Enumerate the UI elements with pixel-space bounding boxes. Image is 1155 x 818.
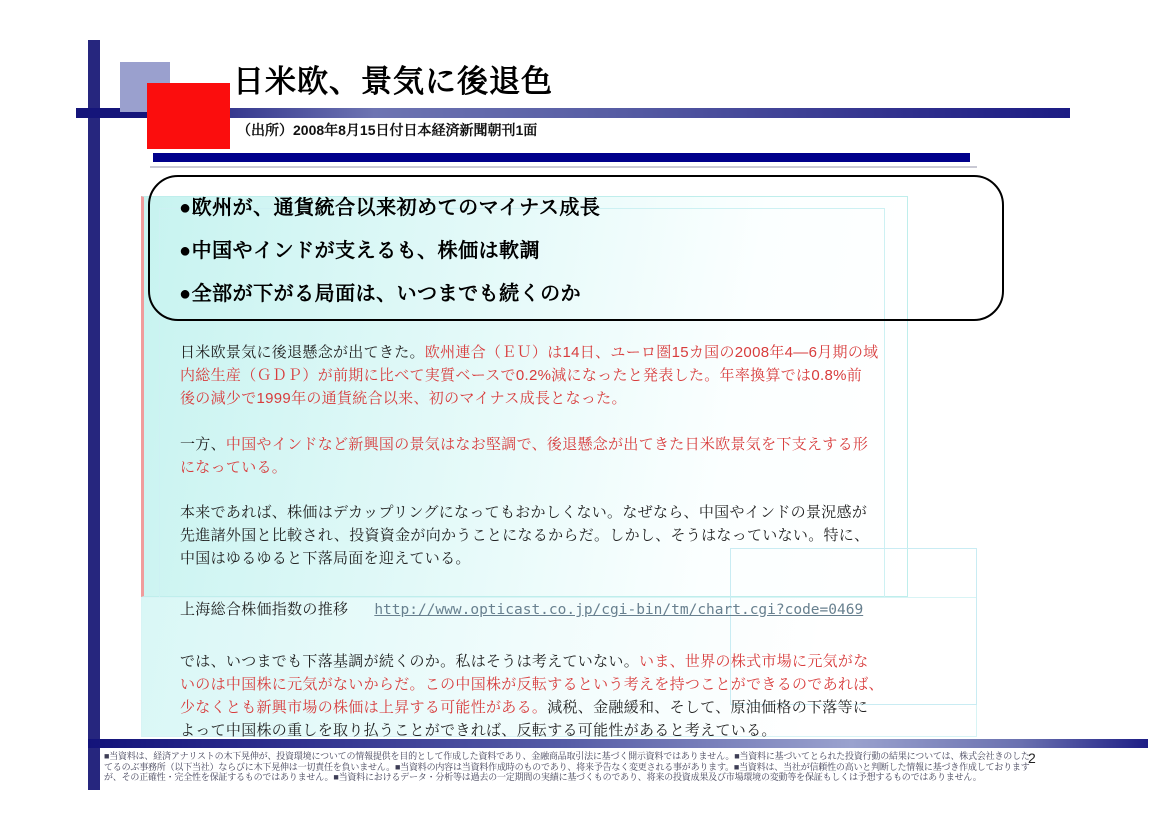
text-segment-red: になっている。 xyxy=(180,459,288,476)
text-segment-black: 先進諸外国と比較され、投資資金が向かうことになるからだ。しかし、そうはなっていない。特に、 xyxy=(180,527,870,544)
text-segment-black: では、いつまでも下落基調が続くのか。私はそうは考えていない。 xyxy=(180,653,640,670)
text-segment-black: 中国はゆるゆると下落局面を迎えている。 xyxy=(180,550,471,567)
text-line xyxy=(180,433,868,456)
footer-divider-bar xyxy=(88,739,1148,748)
text-line xyxy=(180,341,878,364)
page-title: 日米欧、景気に後退色 xyxy=(233,64,553,99)
source-underline-shadow xyxy=(150,166,977,168)
footer-line: ■当資料は、経済アナリストの木下晃伸が、投資環境についての情報提供を目的として作成した資料であり、金融商品取引法に基づく開示資料ではありません。■当資料に基づいてとられた投資行動の結果については、株式会社きのした xyxy=(104,751,1030,761)
paragraph xyxy=(180,650,884,742)
text-line xyxy=(180,364,878,387)
text-line xyxy=(180,547,869,570)
source-underline-bar xyxy=(153,153,970,162)
red-accent-square xyxy=(147,83,230,149)
text-segment-red: いのは中国株に元気がないからだ。この中国株が反転するという考えを持つことができるのであれば、 xyxy=(180,676,884,693)
bullet-list xyxy=(179,197,600,305)
text-line xyxy=(180,501,869,524)
footer-disclaimer xyxy=(104,751,1030,783)
chart-link-line xyxy=(180,598,863,621)
text-segment-red: 少なくとも新興市場の株価は上昇する可能性がある。 xyxy=(180,699,548,716)
text-segment-red: いま、世界の株式市場に元気がな xyxy=(639,653,869,670)
text-segment-red: 後の減少で1999年の通貨統合以来、初のマイナス成長となった。 xyxy=(180,390,627,407)
chart-link-label: 上海総合株価指数の推移 xyxy=(180,601,349,618)
text-segment-black: 本来であれば、株価はデカップリングになってもおかしくない。なぜなら、中国やインドの景況感が xyxy=(180,504,868,521)
text-segment-black: 一方、 xyxy=(180,436,226,453)
bullet-item: ●欧州が、通貨統合以来初めてのマイナス成長 xyxy=(179,197,601,219)
footer-line: てるのぶ事務所（以下当社）ならびに木下晃伸は一切責任を負いません。■当資料の内容は当資料作成時のものであり、将来予告なく変更される事があります。■当資料は、当社が信頼性の高いと判断した情報に基づき作成しております xyxy=(104,761,1030,772)
text-segment-red: 欧州連合（ＥＵ）は14日、ユーロ圏15カ国の2008年4―6月期の域 xyxy=(424,344,879,361)
text-segment-black: 日米欧景気に後退懸念が出てきた。 xyxy=(180,344,425,361)
paragraph xyxy=(180,433,868,479)
bullet-item: ●全部が下がる局面は、いつまでも続くのか xyxy=(179,283,582,305)
text-segment-black: 減税、金融緩和、そして、原油価格の下落等に xyxy=(547,699,869,716)
text-line xyxy=(180,456,868,479)
text-segment-red: 内総生産（ＧＤＰ）が前期に比べて実質ベースで0.2%減になったと発表した。年率換算では0.8%前 xyxy=(180,367,863,384)
text-line xyxy=(180,673,884,696)
text-line xyxy=(180,650,884,673)
source-line: （出所）2008年8月15日付日本経済新聞朝刊1面 xyxy=(237,122,538,138)
footer-line: が、その正確性・完全性を保証するものではありません。■当資料におけるデータ・分析等は過去の一定期間の実績に基づくものであり、将来の投資成果及び市場環境の変動等を保証もしくは予想するものではありません。 xyxy=(104,772,982,782)
paragraph xyxy=(180,501,869,570)
left-accent-bar xyxy=(88,40,100,790)
text-line xyxy=(180,696,884,719)
text-segment-black: よって中国株の重しを取り払うことができれば、反転する可能性があると考えている。 xyxy=(180,722,777,739)
chart-link[interactable]: http://www.opticast.co.jp/cgi-bin/tm/chart.cgi?code=0469 xyxy=(374,602,864,618)
page-number: 2 xyxy=(1028,750,1036,766)
bullet-item: ●中国やインドが支えるも、株価は軟調 xyxy=(179,240,541,262)
paragraph xyxy=(180,341,878,410)
text-line xyxy=(180,524,869,547)
text-line xyxy=(180,387,878,410)
text-segment-red: 中国やインドなど新興国の景気はなお堅調で、後退懸念が出てきた日米欧景気を下支えする形 xyxy=(225,436,869,453)
